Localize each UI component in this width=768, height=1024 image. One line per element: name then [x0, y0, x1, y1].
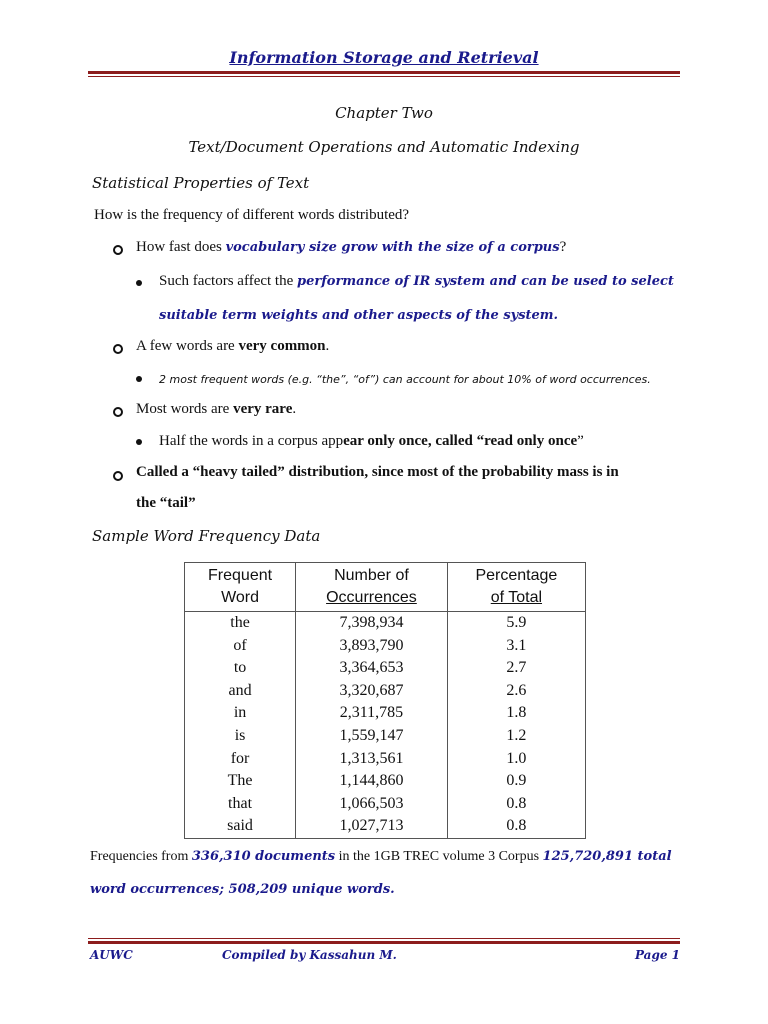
- cell-word: that: [185, 793, 296, 816]
- table-row: [185, 770, 586, 793]
- header-rule: [88, 71, 680, 74]
- cell-occurrences: 1,559,147: [296, 725, 448, 748]
- column-header-word: Frequent Word: [185, 563, 296, 612]
- cell-word: is: [185, 725, 296, 748]
- cell-occurrences: 3,364,653: [296, 657, 448, 680]
- cell-word: said: [185, 815, 296, 838]
- sub-item-frequent-words: 2 most frequent words (e.g. “the”, “of”) can account for about 10% of word occurrences.: [159, 373, 651, 386]
- cell-word: of: [185, 635, 296, 658]
- list-item-common: A few words are very common.: [136, 338, 330, 354]
- cell-word: for: [185, 748, 296, 771]
- list-item-heavy-tailed: Called a “heavy tailed” distribution, since most of the probability mass is in: [136, 464, 619, 480]
- word-frequency-table: [184, 562, 586, 839]
- circle-bullet-icon: [113, 344, 123, 354]
- circle-bullet-icon: [113, 407, 123, 417]
- intro-question: How is the frequency of different words distributed?: [94, 207, 410, 223]
- sub-item-half-words: Half the words in a corpus appear only once, called “read only once”: [159, 433, 584, 449]
- dot-bullet-icon: [136, 376, 142, 382]
- list-item-rare: Most words are very rare.: [136, 401, 297, 417]
- cell-percentage: 3.1: [447, 635, 585, 658]
- sub-item-factors-cont: suitable term weights and other aspects of the system.: [159, 308, 559, 323]
- footer-left: AUWC: [90, 948, 133, 962]
- table-row: [185, 635, 586, 658]
- cell-word: in: [185, 702, 296, 725]
- dot-bullet-icon: [136, 280, 142, 286]
- cell-percentage: 0.8: [447, 793, 585, 816]
- table-row: [185, 725, 586, 748]
- cell-percentage: 5.9: [447, 612, 585, 635]
- cell-occurrences: 1,066,503: [296, 793, 448, 816]
- sub-item-factors: Such factors affect the performance of IR system and can be used to select: [159, 273, 674, 289]
- chapter-title: Chapter Two: [335, 104, 433, 122]
- cell-percentage: 1.0: [447, 748, 585, 771]
- cell-percentage: 1.8: [447, 702, 585, 725]
- section-heading-sample: Sample Word Frequency Data: [92, 527, 321, 545]
- dot-bullet-icon: [136, 439, 142, 445]
- table-row: [185, 702, 586, 725]
- footer-rule: [88, 941, 680, 944]
- frequency-note: Frequencies from 336,310 documents in the 1GB TREC volume 3 Corpus 125,720,891 total: [90, 849, 672, 864]
- circle-bullet-icon: [113, 471, 123, 481]
- cell-percentage: 1.2: [447, 725, 585, 748]
- table-row: [185, 680, 586, 703]
- cell-occurrences: 2,311,785: [296, 702, 448, 725]
- table-row: [185, 793, 586, 816]
- table-row: [185, 815, 586, 838]
- cell-percentage: 2.7: [447, 657, 585, 680]
- frequency-note-cont: word occurrences; 508,209 unique words.: [90, 882, 395, 897]
- list-item-vocabulary: How fast does vocabulary size grow with the size of a corpus?: [136, 239, 567, 255]
- table-row: [185, 748, 586, 771]
- cell-word: the: [185, 612, 296, 635]
- cell-occurrences: 1,144,860: [296, 770, 448, 793]
- cell-percentage: 0.8: [447, 815, 585, 838]
- cell-word: and: [185, 680, 296, 703]
- list-item-heavy-tailed-cont: the “tail”: [136, 495, 196, 511]
- column-header-percentage: Percentage of Total: [447, 563, 585, 612]
- cell-occurrences: 1,313,561: [296, 748, 448, 771]
- header-rule-thin: [88, 76, 680, 77]
- document-header-title: Information Storage and Retrieval: [229, 48, 539, 67]
- section-heading-statistical: Statistical Properties of Text: [92, 174, 310, 192]
- chapter-subtitle: Text/Document Operations and Automatic Indexing: [188, 138, 580, 156]
- cell-percentage: 2.6: [447, 680, 585, 703]
- cell-occurrences: 3,320,687: [296, 680, 448, 703]
- table-row: [185, 612, 586, 635]
- footer-rule-thin: [88, 938, 680, 939]
- footer-page-number: Page 1: [634, 948, 680, 962]
- cell-occurrences: 1,027,713: [296, 815, 448, 838]
- cell-percentage: 0.9: [447, 770, 585, 793]
- cell-word: The: [185, 770, 296, 793]
- table-row: [185, 657, 586, 680]
- cell-occurrences: 3,893,790: [296, 635, 448, 658]
- circle-bullet-icon: [113, 245, 123, 255]
- cell-occurrences: 7,398,934: [296, 612, 448, 635]
- footer-center: Compiled by Kassahun M.: [222, 948, 397, 962]
- column-header-occurrences: Number of Occurrences: [296, 563, 448, 612]
- table-header-row: [185, 563, 586, 612]
- cell-word: to: [185, 657, 296, 680]
